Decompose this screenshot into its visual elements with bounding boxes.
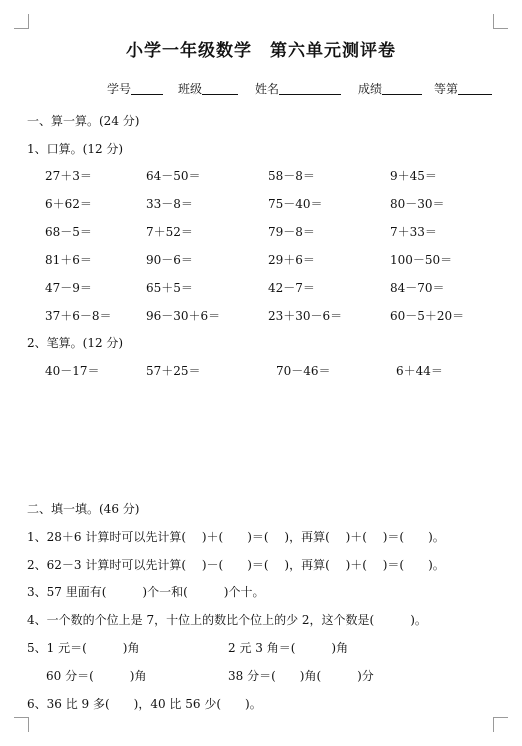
- student-no-label: 学号: [107, 82, 132, 96]
- student-no-field[interactable]: [107, 80, 163, 97]
- page-title: 小学一年级数学 第六单元测评卷: [126, 41, 396, 61]
- fill-question-5a: 5、1 元＝( )角: [27, 641, 140, 655]
- oral-problem: 33－8＝: [146, 197, 193, 211]
- oral-problem: 27＋3＝: [45, 169, 92, 183]
- written-problem: 6＋44＝: [396, 364, 443, 378]
- name-label: 姓名: [255, 82, 280, 96]
- oral-problem: 60－5＋20＝: [390, 309, 465, 323]
- oral-problem: 47－9＝: [45, 281, 92, 295]
- section-heading-fill: 二、填一填。(46 分): [27, 502, 140, 516]
- grade-label: 等第: [434, 82, 459, 96]
- oral-problem: 42－7＝: [268, 281, 315, 295]
- oral-problem: 68－5＝: [45, 225, 92, 239]
- fill-question-5c: 60 分＝( )角: [46, 669, 147, 683]
- oral-problem: 65＋5＝: [146, 281, 193, 295]
- class-field[interactable]: [178, 80, 238, 97]
- written-problem: 70－46＝: [276, 364, 331, 378]
- written-problem: 57＋25＝: [146, 364, 201, 378]
- corner-mark-bottom-right: [493, 717, 508, 732]
- oral-problem: 9＋45＝: [390, 169, 437, 183]
- oral-problem: 84－70＝: [390, 281, 445, 295]
- fill-question-3: 3、57 里面有( )个一和( )个十。: [27, 585, 265, 599]
- written-heading: 2、笔算。(12 分): [27, 336, 124, 350]
- grade-blank[interactable]: [458, 82, 492, 95]
- written-problem: 40－17＝: [45, 364, 100, 378]
- student-no-blank[interactable]: [131, 82, 163, 95]
- oral-problem: 7＋33＝: [390, 225, 437, 239]
- class-label: 班级: [178, 82, 203, 96]
- oral-problem: 64－50＝: [146, 169, 201, 183]
- oral-problem: 37＋6－8＝: [45, 309, 112, 323]
- score-field[interactable]: [358, 80, 422, 97]
- corner-mark-top-left: [14, 14, 29, 29]
- name-blank[interactable]: [279, 82, 341, 95]
- corner-mark-bottom-left: [14, 717, 29, 732]
- oral-problem: 75－40＝: [268, 197, 323, 211]
- oral-problem: 80－30＝: [390, 197, 445, 211]
- fill-question-1: 1、28＋6 计算时可以先计算( )＋( )＝( )，再算( )＋( )＝( )。: [27, 530, 445, 544]
- class-blank[interactable]: [202, 82, 238, 95]
- grade-field[interactable]: [434, 80, 492, 97]
- oral-problem: 81＋6＝: [45, 253, 92, 267]
- corner-mark-top-right: [493, 14, 508, 29]
- oral-problem: 100－50＝: [390, 253, 453, 267]
- fill-question-5b: 2 元 3 角＝( )角: [228, 641, 349, 655]
- score-label: 成绩: [358, 82, 383, 96]
- fill-question-6: 6、36 比 9 多( )，40 比 56 少( )。: [27, 697, 262, 711]
- oral-problem: 79－8＝: [268, 225, 315, 239]
- oral-problem: 6＋62＝: [45, 197, 92, 211]
- fill-question-2: 2、62－3 计算时可以先计算( )－( )＝( )，再算( )＋( )＝( )。: [27, 558, 445, 572]
- name-field[interactable]: [255, 80, 341, 97]
- oral-problem: 23＋30－6＝: [268, 309, 343, 323]
- oral-problem: 7＋52＝: [146, 225, 193, 239]
- oral-problem: 58－8＝: [268, 169, 315, 183]
- oral-problem: 29＋6＝: [268, 253, 315, 267]
- fill-question-4: 4、一个数的个位上是 7，十位上的数比个位上的少 2，这个数是( )。: [27, 613, 427, 627]
- section-heading-calculate: 一、算一算。(24 分): [27, 114, 140, 128]
- fill-question-5d: 38 分＝( )角( )分: [228, 669, 374, 683]
- oral-problem: 90－6＝: [146, 253, 193, 267]
- oral-heading: 1、口算。(12 分): [27, 142, 124, 156]
- score-blank[interactable]: [382, 82, 422, 95]
- oral-problem: 96－30＋6＝: [146, 309, 221, 323]
